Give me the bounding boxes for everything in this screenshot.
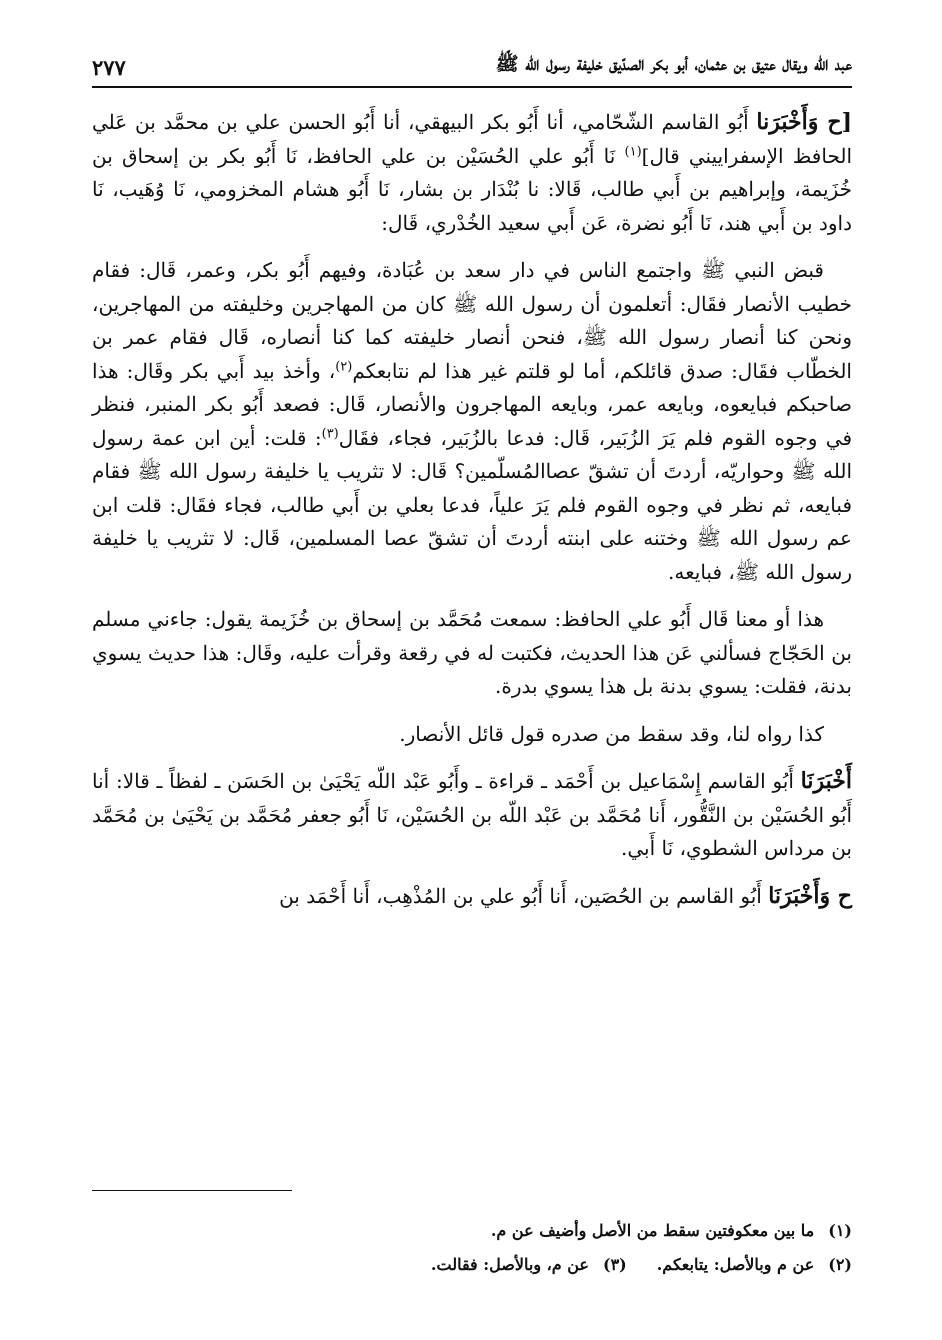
footnote-number: (١) xyxy=(828,1221,852,1240)
footnote-item xyxy=(431,1248,627,1282)
main-text xyxy=(92,106,852,913)
paragraph-isnad-2 xyxy=(92,765,852,866)
footnote-line xyxy=(92,1248,852,1282)
page xyxy=(92,52,853,1274)
paragraph-lead: أَخْبَرَنَا xyxy=(800,768,852,794)
footnote-ref: (١) xyxy=(624,143,642,159)
paragraph-text-tail: : قلت: أين ابن عمة رسول الله ﷺ وحواريّه، أردتَ أن تشقّ عصاالمُسلّمين؟ قَال: لا تثريب يا خليفة رسول الله ﷺ فقام فبايعه، ثم نظر في وجوه القوم فلم يَرَ علياً، فدعا بعلي بن أَبي طالب، فجاء فقَال: قلت ابن عم رسول الله ﷺ وختنه على ابنته أردتَ أن تشقّ عصا المسلمين، قَال: لا تثريب يا خليفة رسول الله ﷺ، فبايعه. xyxy=(92,425,852,584)
paragraph-lead: [ح وَأَخْبَرَنا xyxy=(756,109,853,135)
paragraph-text: أَبُو القاسم بن الحُصَين، أَنا أَبُو علي بن المُذْهِب، أَنا أَحْمَد بن xyxy=(279,883,769,908)
footnote-divider xyxy=(92,1190,292,1191)
footnote-text: عن م، وبالأصل: فقالت. xyxy=(430,1255,589,1274)
running-title: عبد الله ويقال عتيق بن عثمان، أبو بكر الصدّيق خليفة رسول الله ﷺ xyxy=(495,53,852,75)
footnote-ref: (٢) xyxy=(335,358,353,374)
paragraph-text: كذا رواه لنا، وقد سقط من صدره قول قائل الأنصار. xyxy=(399,721,824,746)
paragraph-text: أَبُو القاسم إِسْمَاعيل بن أَحْمَد ـ قراءة ـ وأَبُو عَبْد اللّه يَحْيَىٰ بن الحَسَن ـ لفظاً ـ قالا: أنا أَبُو الحُسَيْن بن النَّقُّور، أَنا مُحَمَّد بن عَبْد اللّه بن الحُسَيْن، نَا أَبُو جعفر مُحَمَّد بن يَحْيَىٰ بن مُحَمَّد بن مرداس الشطوي، نَا أَبي. xyxy=(92,769,852,860)
paragraph-text: قبض النبي ﷺ واجتمع الناس في دار سعد بن عُبَادة، وفيهم أَبُو بكر، وعمر، قَال: فقام خطيب الأنصار فقَال: أتعلمون أن رسول الله ﷺ كان من المهاجرين وخليفته من المهاجرين، ونحن كنا أنصار رسول الله ﷺ، فنحن أنصار خليفته كما كنا أنصاره، قَال فقام عمر بن الخطّاب فقَال: صدق قائلكم، أما لو قلتم غير هذا لم نتابعكم xyxy=(92,258,852,383)
paragraph-isnad-3 xyxy=(92,880,852,914)
footnote-line xyxy=(92,1214,852,1248)
footnote-text: ما بين معكوفتين سقط من الأصل وأضيف عن م. xyxy=(490,1221,815,1240)
running-header xyxy=(92,52,852,88)
paragraph-isnad-1 xyxy=(92,106,852,240)
paragraph-text-tail: ، وأخذ بيد أَبي بكر وقَال: هذا صاحبكم فبايعوه، وبايعه عمر، وبايعه المهاجرون والأنصار، قَال: فصعد أَبُو بكر المنبر، فنظر في وجوه القوم فلم يَرَ الزُبَير، قَال: فدعا بالزُبَير، فجاء، فقَال xyxy=(92,358,853,450)
footnote-item xyxy=(491,1214,852,1248)
footnote-ref: (٣) xyxy=(321,425,339,441)
paragraph-hadith xyxy=(92,254,852,589)
paragraph-text: أَبُو القاسم الشّحّامي، أنا أَبُو بكر البيهقي، أنا أَبُو الحسن علي بن محمَّد بن عَلي الحافظ الإسفراييني قال] xyxy=(92,110,853,168)
footnote-text: عن م وبالأصل: يتابعكم. xyxy=(656,1255,815,1274)
page-number: ٢٧٧ xyxy=(92,55,126,80)
footnote-item xyxy=(657,1248,852,1282)
paragraph-note xyxy=(92,718,852,752)
footnote-number: (٢) xyxy=(828,1255,852,1274)
paragraph-text-tail: نَا أَبُو علي الحُسَيْن بن علي الحافظ، نَا أَبُو بكر بن إسحاق بن خُزَيمة، وإبراهيم بن أَبي طالب، قَالا: نا بُنْدَار بن بشار، نَا أَبُو هشام المخزومي، نَا وُهَيب، نَا داود بن أَبي هند، نَا أَبُو نضرة، عَن أَبي سعيد الخُدْري، قَال: xyxy=(92,143,852,235)
paragraph-text: هذا أو معنا قَال أَبُو علي الحافظ: سمعت مُحَمَّد بن إسحاق بن خُزَيمة يقول: جاءني مسلم بن الحَجّاج فسألني عَن هذا الحديث، فكتبت له في رقعة وقرأت عليه، وقَال: هذا حديث يسوي بدنة، فقلت: يسوي بدنة بل هذا يسوي بدرة. xyxy=(92,607,852,698)
paragraph-comment xyxy=(92,603,852,704)
paragraph-lead: ح وَأَخْبَرَنَا xyxy=(768,882,852,909)
footnote-number: (٣) xyxy=(602,1255,627,1274)
footnotes xyxy=(92,1214,852,1282)
